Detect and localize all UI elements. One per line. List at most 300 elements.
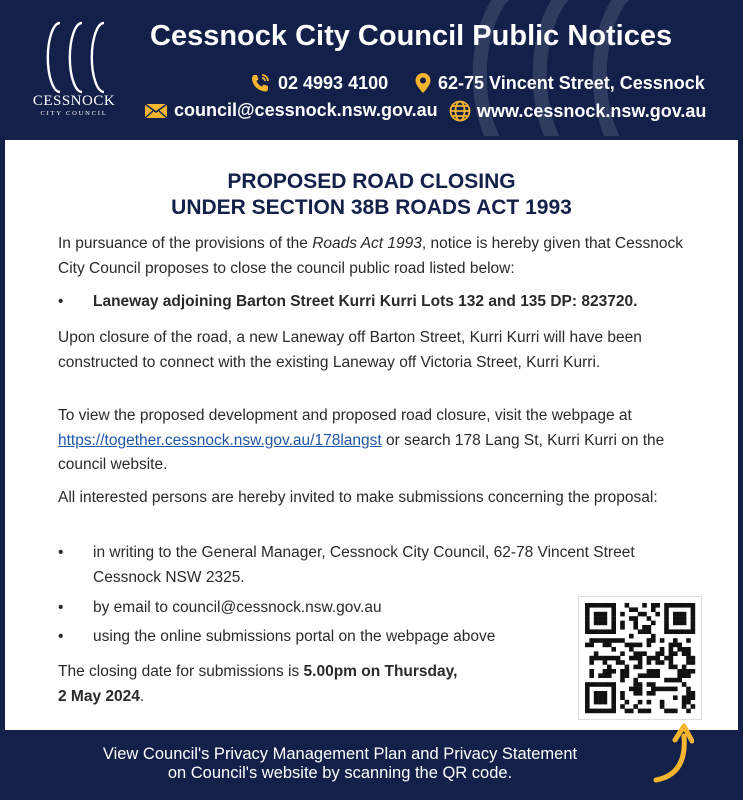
- qr-module: [585, 625, 590, 630]
- qr-module: [673, 638, 678, 643]
- qr-module: [682, 647, 687, 652]
- qr-code-icon[interactable]: [578, 596, 702, 720]
- qr-module: [651, 656, 656, 661]
- qr-module: [589, 709, 594, 714]
- qr-module: [664, 603, 669, 608]
- qr-module: [638, 682, 643, 687]
- qr-module: [664, 687, 669, 692]
- qr-module: [611, 647, 616, 652]
- qr-module: [651, 682, 656, 687]
- bullet-marker: •: [58, 628, 64, 645]
- bullet-marker: •: [58, 544, 64, 561]
- qr-module: [682, 682, 687, 687]
- qr-module: [673, 709, 678, 714]
- qr-module: [673, 651, 678, 656]
- qr-module: [664, 629, 669, 634]
- act-name: Roads Act 1993: [312, 235, 422, 252]
- qr-module: [594, 638, 599, 643]
- qr-module: [651, 634, 656, 639]
- intro-text-end: , notice is hereby given that Cessnock City Council proposes to close the council public road listed below:: [58, 235, 683, 277]
- qr-module: [629, 616, 634, 621]
- qr-module: [603, 660, 608, 665]
- qr-module: [633, 678, 638, 683]
- qr-module: [686, 687, 691, 692]
- qr-module: [633, 651, 638, 656]
- qr-module: [691, 616, 696, 621]
- qr-module: [655, 687, 660, 692]
- qr-module: [611, 629, 616, 634]
- qr-module: [686, 651, 691, 656]
- qr-module: [682, 616, 687, 621]
- qr-module: [673, 629, 678, 634]
- qr-module: [607, 669, 612, 674]
- qr-module: [691, 691, 696, 696]
- qr-module: [620, 704, 625, 709]
- qr-module: [682, 651, 687, 656]
- qr-module: [611, 612, 616, 617]
- qr-module: [686, 669, 691, 674]
- qr-module: [633, 665, 638, 670]
- privacy-footer: [60, 745, 620, 783]
- bullet-marker: •: [58, 293, 64, 310]
- qr-module: [664, 616, 669, 621]
- qr-module: [611, 621, 616, 626]
- globe-icon: [449, 100, 471, 122]
- qr-module: [647, 616, 652, 621]
- website-text: www.cessnock.nsw.gov.au: [477, 100, 707, 121]
- qr-module: [625, 643, 630, 648]
- contact-website[interactable]: [449, 100, 706, 122]
- qr-module: [651, 669, 656, 674]
- qr-module: [638, 629, 643, 634]
- submission-method: in writing to the General Manager, Cessnock City Council, 62-78 Vincent Street Cessnock NSW 2325.: [93, 544, 635, 586]
- footer-line1: View Council's Privacy Management Plan and Privacy Statement: [102, 745, 578, 763]
- closing-text-start: The closing date for submissions is: [58, 663, 304, 680]
- qr-module: [660, 687, 665, 692]
- qr-module: [664, 709, 669, 714]
- qr-module: [598, 682, 603, 687]
- qr-module: [655, 669, 660, 674]
- qr-module: [620, 678, 625, 683]
- qr-module: [677, 643, 682, 648]
- qr-module: [594, 621, 599, 626]
- qr-module: [594, 682, 599, 687]
- logo-subtitle: CITY COUNCIL: [40, 110, 108, 117]
- qr-module: [677, 629, 682, 634]
- qr-module: [607, 709, 612, 714]
- qr-module: [664, 678, 669, 683]
- qr-module: [585, 621, 590, 626]
- qr-module: [598, 656, 603, 661]
- qr-module: [655, 660, 660, 665]
- qr-module: [607, 665, 612, 670]
- qr-module: [611, 700, 616, 705]
- qr-module: [603, 621, 608, 626]
- qr-module: [633, 682, 638, 687]
- qr-module: [673, 616, 678, 621]
- qr-module: [669, 629, 674, 634]
- qr-module: [598, 629, 603, 634]
- qr-module: [603, 682, 608, 687]
- qr-module: [629, 687, 634, 692]
- qr-module: [611, 616, 616, 621]
- qr-module: [638, 691, 643, 696]
- qr-module: [585, 607, 590, 612]
- qr-module: [598, 621, 603, 626]
- qr-module: [589, 660, 594, 665]
- qr-module: [585, 687, 590, 692]
- qr-module: [686, 700, 691, 705]
- qr-module: [607, 656, 612, 661]
- qr-module: [611, 704, 616, 709]
- qr-module: [677, 612, 682, 617]
- qr-module: [589, 682, 594, 687]
- qr-module: [607, 638, 612, 643]
- qr-module: [611, 682, 616, 687]
- qr-module: [638, 673, 643, 678]
- qr-module: [594, 656, 599, 661]
- submission-method: by email to council@cessnock.nsw.gov.au: [93, 599, 382, 616]
- qr-module: [651, 638, 656, 643]
- qr-module: [651, 603, 656, 608]
- qr-module: [585, 704, 590, 709]
- qr-module: [603, 695, 608, 700]
- intro-paragraph: [58, 232, 698, 281]
- closing-date: 2 May 2024: [58, 687, 140, 705]
- qr-module: [625, 673, 630, 678]
- envelope-icon: [144, 102, 168, 120]
- qr-module: [664, 625, 669, 630]
- qr-module: [620, 673, 625, 678]
- qr-module: [589, 643, 594, 648]
- qr-module: [647, 625, 652, 630]
- qr-module: [686, 695, 691, 700]
- qr-module: [677, 616, 682, 621]
- qr-module: [691, 660, 696, 665]
- qr-module: [669, 665, 674, 670]
- qr-module: [633, 616, 638, 621]
- qr-module: [669, 651, 674, 656]
- qr-module: [660, 647, 665, 652]
- qr-module: [611, 669, 616, 674]
- qr-module: [642, 603, 647, 608]
- qr-module: [638, 700, 643, 705]
- submission-method: using the online submissions portal on the webpage above: [93, 628, 496, 645]
- qr-module: [682, 603, 687, 608]
- qr-module: [686, 647, 691, 652]
- qr-module: [664, 612, 669, 617]
- closing-paragraph: [58, 660, 538, 709]
- qr-module: [607, 603, 612, 608]
- qr-module: [647, 638, 652, 643]
- qr-module: [603, 616, 608, 621]
- qr-module: [651, 673, 656, 678]
- qr-module: [616, 656, 621, 661]
- address-text: 62-75 Vincent Street, Cessnock: [438, 72, 705, 93]
- qr-module: [691, 704, 696, 709]
- qr-module: [620, 669, 625, 674]
- invite-paragraph: All interested persons are hereby invited to make submissions concerning the proposal:: [58, 489, 658, 506]
- qr-module: [589, 603, 594, 608]
- qr-module: [682, 673, 687, 678]
- qr-module: [691, 603, 696, 608]
- qr-module: [585, 629, 590, 634]
- header: [0, 0, 743, 136]
- qr-module: [598, 695, 603, 700]
- qr-module: [682, 695, 687, 700]
- qr-module: [603, 709, 608, 714]
- qr-module: [638, 665, 643, 670]
- webpage-link[interactable]: https://together.cessnock.nsw.gov.au/178langst: [58, 431, 382, 449]
- qr-module: [611, 625, 616, 630]
- qr-module: [598, 709, 603, 714]
- phone-icon: [248, 72, 272, 94]
- qr-module: [629, 656, 634, 661]
- qr-module: [673, 665, 678, 670]
- phone-number: 02 4993 4100: [278, 72, 389, 93]
- qr-module: [607, 673, 612, 678]
- qr-module: [611, 691, 616, 696]
- qr-module: [647, 700, 652, 705]
- notice-heading-line1: PROPOSED ROAD CLOSING: [227, 170, 516, 193]
- closing-period: .: [139, 687, 145, 705]
- qr-module: [647, 643, 652, 648]
- qr-module: [677, 669, 682, 674]
- qr-module: [625, 709, 630, 714]
- qr-module: [611, 656, 616, 661]
- qr-module: [589, 656, 594, 661]
- qr-module: [660, 700, 665, 705]
- qr-module: [669, 643, 674, 648]
- qr-module: [686, 603, 691, 608]
- qr-module: [677, 673, 682, 678]
- qr-module: [669, 656, 674, 661]
- location-pin-icon: [414, 72, 432, 94]
- qr-module: [611, 709, 616, 714]
- qr-module: [585, 643, 590, 648]
- qr-module: [660, 651, 665, 656]
- qr-module: [594, 691, 599, 696]
- qr-module: [625, 603, 630, 608]
- qr-module: [607, 682, 612, 687]
- qr-module: [647, 660, 652, 665]
- qr-module: [651, 621, 656, 626]
- qr-module: [638, 651, 643, 656]
- qr-module: [594, 629, 599, 634]
- qr-module: [642, 612, 647, 617]
- qr-module: [603, 656, 608, 661]
- qr-module: [669, 709, 674, 714]
- qr-module: [620, 612, 625, 617]
- qr-module: [647, 669, 652, 674]
- qr-module: [611, 607, 616, 612]
- qr-module: [594, 709, 599, 714]
- qr-module: [589, 629, 594, 634]
- qr-module: [686, 638, 691, 643]
- qr-module: [620, 638, 625, 643]
- qr-module: [585, 709, 590, 714]
- qr-module: [594, 651, 599, 656]
- qr-module: [633, 656, 638, 661]
- qr-module: [642, 625, 647, 630]
- qr-module: [598, 691, 603, 696]
- qr-module: [682, 700, 687, 705]
- qr-module: [585, 691, 590, 696]
- qr-module: [664, 607, 669, 612]
- qr-module: [677, 678, 682, 683]
- qr-module: [677, 603, 682, 608]
- road-item: Laneway adjoining Barton Street Kurri Kurri Lots 132 and 135 DP: 823720.: [93, 293, 638, 310]
- qr-module: [682, 704, 687, 709]
- qr-module: [642, 629, 647, 634]
- qr-module: [620, 621, 625, 626]
- bullet-marker: •: [58, 599, 64, 616]
- qr-module: [682, 629, 687, 634]
- qr-module: [642, 673, 647, 678]
- qr-module: [682, 621, 687, 626]
- qr-module: [673, 678, 678, 683]
- qr-module: [633, 621, 638, 626]
- qr-module: [620, 695, 625, 700]
- qr-module: [585, 695, 590, 700]
- qr-module: [633, 643, 638, 648]
- email-text: council@cessnock.nsw.gov.au: [174, 100, 438, 120]
- qr-module: [691, 695, 696, 700]
- qr-module: [647, 629, 652, 634]
- qr-module: [603, 629, 608, 634]
- qr-module: [669, 678, 674, 683]
- qr-module: [638, 709, 643, 714]
- qr-module: [594, 612, 599, 617]
- qr-module: [620, 625, 625, 630]
- qr-module: [598, 612, 603, 617]
- qr-module: [594, 700, 599, 705]
- qr-module: [589, 638, 594, 643]
- qr-module: [647, 691, 652, 696]
- qr-module: [669, 647, 674, 652]
- qr-module: [633, 687, 638, 692]
- qr-module: [611, 695, 616, 700]
- qr-module: [655, 603, 660, 608]
- qr-module: [673, 603, 678, 608]
- qr-module: [669, 687, 674, 692]
- qr-module: [589, 673, 594, 678]
- qr-module: [647, 709, 652, 714]
- qr-module: [686, 709, 691, 714]
- curved-arrow-icon: [648, 722, 694, 788]
- qr-module: [660, 704, 665, 709]
- qr-module: [629, 634, 634, 639]
- qr-module: [598, 638, 603, 643]
- qr-module: [691, 621, 696, 626]
- qr-module: [647, 682, 652, 687]
- notice-heading-line2: UNDER SECTION 38B ROADS ACT 1993: [171, 196, 572, 219]
- qr-module: [603, 700, 608, 705]
- qr-module: [660, 660, 665, 665]
- qr-module: [633, 607, 638, 612]
- qr-module: [585, 616, 590, 621]
- qr-module: [638, 612, 643, 617]
- qr-module: [633, 704, 638, 709]
- closing-time: 5.00pm on Thursday,: [303, 663, 458, 680]
- qr-module: [691, 656, 696, 661]
- qr-module: [625, 700, 630, 705]
- qr-module: [642, 709, 647, 714]
- qr-module: [598, 603, 603, 608]
- qr-module: [616, 660, 621, 665]
- qr-module: [603, 638, 608, 643]
- qr-module: [611, 638, 616, 643]
- qr-module: [611, 603, 616, 608]
- qr-module: [585, 700, 590, 705]
- qr-module: [638, 643, 643, 648]
- closure-paragraph: Upon closure of the road, a new Laneway off Barton Street, Kurri Kurri will have been constructed to connect with the existing Laneway off Victoria Street, Kurri Kurri.: [58, 329, 642, 371]
- qr-module: [594, 603, 599, 608]
- qr-module: [620, 660, 625, 665]
- qr-module: [682, 665, 687, 670]
- qr-module: [603, 669, 608, 674]
- qr-module: [691, 612, 696, 617]
- qr-module: [629, 647, 634, 652]
- qr-module: [603, 603, 608, 608]
- qr-module: [607, 629, 612, 634]
- qr-module: [638, 660, 643, 665]
- qr-module: [629, 643, 634, 648]
- qr-module: [655, 656, 660, 661]
- qr-module: [691, 607, 696, 612]
- qr-module: [673, 621, 678, 626]
- qr-module: [585, 612, 590, 617]
- qr-module: [598, 673, 603, 678]
- qr-module: [633, 691, 638, 696]
- qr-module: [682, 669, 687, 674]
- qr-module: [664, 656, 669, 661]
- contact-phone[interactable]: [248, 72, 388, 94]
- qr-module: [655, 673, 660, 678]
- qr-module: [651, 687, 656, 692]
- qr-module: [660, 638, 665, 643]
- qr-module: [686, 660, 691, 665]
- qr-module: [620, 651, 625, 656]
- qr-module: [638, 656, 643, 661]
- contact-email[interactable]: [144, 100, 438, 121]
- qr-module: [585, 682, 590, 687]
- qr-module: [669, 603, 674, 608]
- qr-module: [686, 656, 691, 661]
- notice-panel: [5, 140, 738, 730]
- qr-module: [651, 607, 656, 612]
- qr-module: [673, 695, 678, 700]
- qr-module: [616, 638, 621, 643]
- qr-module: [673, 643, 678, 648]
- qr-module: [603, 643, 608, 648]
- qr-module: [642, 651, 647, 656]
- qr-module: [691, 625, 696, 630]
- intro-text-start: In pursuance of the provisions of the: [58, 235, 313, 252]
- qr-module: [651, 691, 656, 696]
- qr-module: [638, 687, 643, 692]
- qr-module: [620, 691, 625, 696]
- qr-module: [603, 612, 608, 617]
- contact-address: [414, 72, 705, 94]
- qr-module: [647, 673, 652, 678]
- qr-module: [673, 687, 678, 692]
- qr-module: [585, 603, 590, 608]
- qr-module: [598, 616, 603, 621]
- qr-module: [655, 612, 660, 617]
- qr-module: [677, 621, 682, 626]
- qr-module: [686, 629, 691, 634]
